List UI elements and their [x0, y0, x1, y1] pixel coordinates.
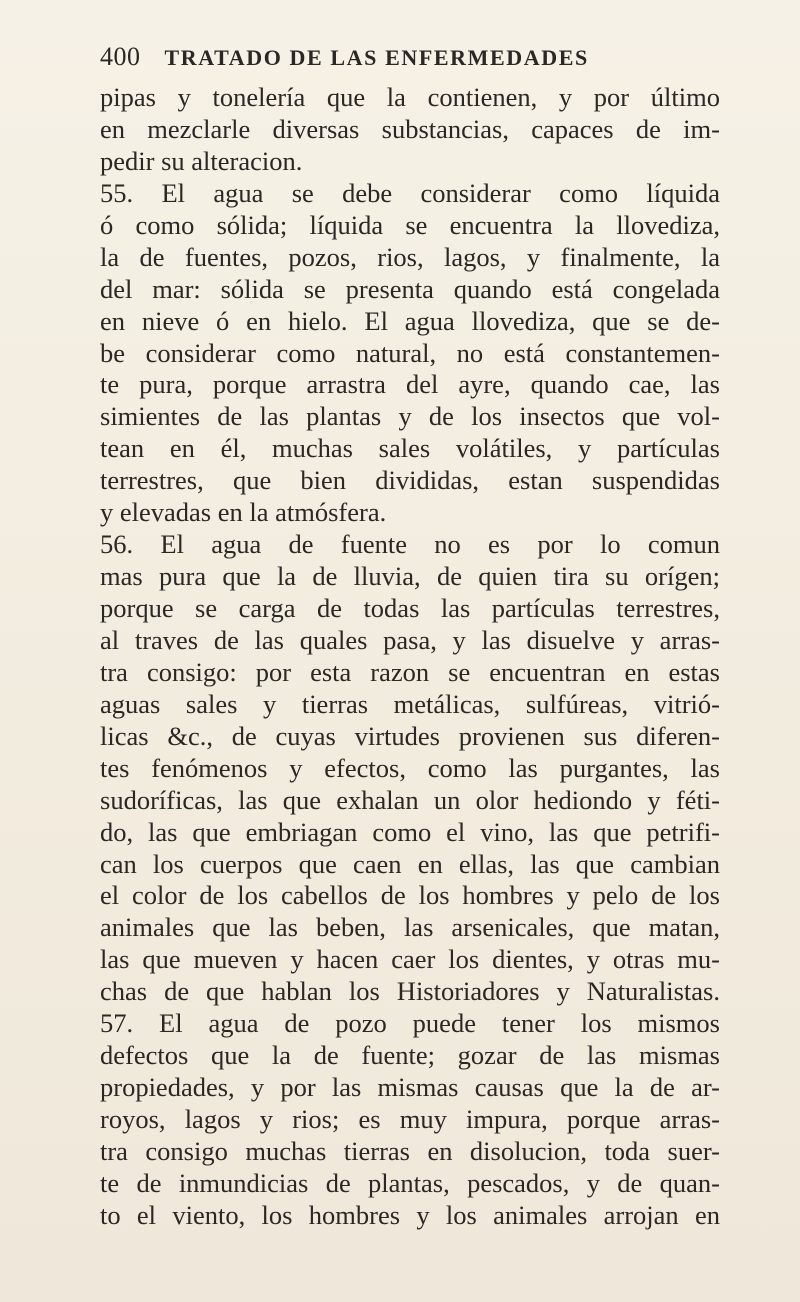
text-line: te de inmundicias de plantas, pescados, y de quan- — [100, 1167, 720, 1198]
text-line: defectos que la de fuente; gozar de las mismas — [100, 1040, 720, 1071]
text-line: tra consigo: por esta razon se encuentran en estas — [100, 656, 720, 687]
text-line: ó como sólida; líquida se encuentra la llovediza, — [100, 209, 720, 240]
text-line: las que mueven y hacen caer los dientes, y otras mu- — [100, 944, 720, 975]
text-line: to el viento, los hombres y los animales arrojan en — [100, 1199, 720, 1230]
text-line: y elevadas en la atmósfera. — [100, 497, 387, 528]
body-text — [100, 82, 720, 1232]
text-line: licas &c., de cuyas virtudes provienen sus diferen- — [100, 720, 720, 751]
text-line: simientes de las plantas y de los insectos que vol- — [100, 401, 720, 432]
text-line: aguas sales y tierras metálicas, sulfúreas, vitrió- — [100, 688, 720, 719]
text-line: be considerar como natural, no está constantemen- — [100, 337, 720, 368]
text-line: mas pura que la de lluvia, de quien tira su orígen; — [100, 561, 720, 592]
text-line: 57. El agua de pozo puede tener los mismos — [100, 1008, 720, 1039]
text-line: pipas y tonelería que la contienen, y por último — [100, 82, 720, 112]
text-line: propiedades, y por las mismas causas que la de ar- — [100, 1072, 720, 1103]
text-line: al traves de las quales pasa, y las disuelve y arras- — [100, 624, 720, 655]
page-number: 400 — [100, 42, 141, 71]
text-line: tes fenómenos y efectos, como las purgantes, las — [100, 752, 720, 783]
text-line: tra consigo muchas tierras en disolucion, toda suer- — [100, 1135, 720, 1166]
text-line: te pura, porque arrastra del ayre, quando cae, las — [100, 369, 720, 400]
text-line: en mezclarle diversas substancias, capaces de im- — [100, 113, 720, 144]
text-line: la de fuentes, pozos, rios, lagos, y finalmente, la — [100, 241, 720, 272]
text-line: en nieve ó en hielo. El agua llovediza, que se de- — [100, 305, 720, 336]
page-header — [100, 42, 680, 72]
text-line: pedir su alteracion. — [100, 145, 303, 176]
text-line: terrestres, que bien divididas, estan suspendidas — [100, 465, 720, 496]
text-line: tean en él, muchas sales volátiles, y partículas — [100, 433, 720, 464]
text-line: 56. El agua de fuente no es por lo comun — [100, 529, 720, 560]
text-line: del mar: sólida se presenta quando está congelada — [100, 273, 720, 304]
text-line: do, las que embriagan como el vino, las que petrifi- — [100, 816, 720, 847]
text-line: el color de los cabellos de los hombres y pelo de los — [100, 880, 720, 911]
text-line: animales que las beben, las arsenicales, que matan, — [100, 912, 720, 943]
text-line: 55. El agua se debe considerar como líquida — [100, 177, 720, 208]
text-line: royos, lagos y rios; es muy impura, porque arras- — [100, 1104, 720, 1134]
text-line: porque se carga de todas las partículas terrestres, — [100, 593, 720, 623]
text-line: chas de que hablan los Historiadores y Naturalistas. — [100, 976, 720, 1007]
running-title: TRATADO DE LAS ENFERMEDADES — [164, 45, 589, 70]
text-line: sudoríficas, las que exhalan un olor hediondo y féti- — [100, 784, 720, 815]
text-line: can los cuerpos que caen en ellas, las que cambian — [100, 848, 720, 879]
